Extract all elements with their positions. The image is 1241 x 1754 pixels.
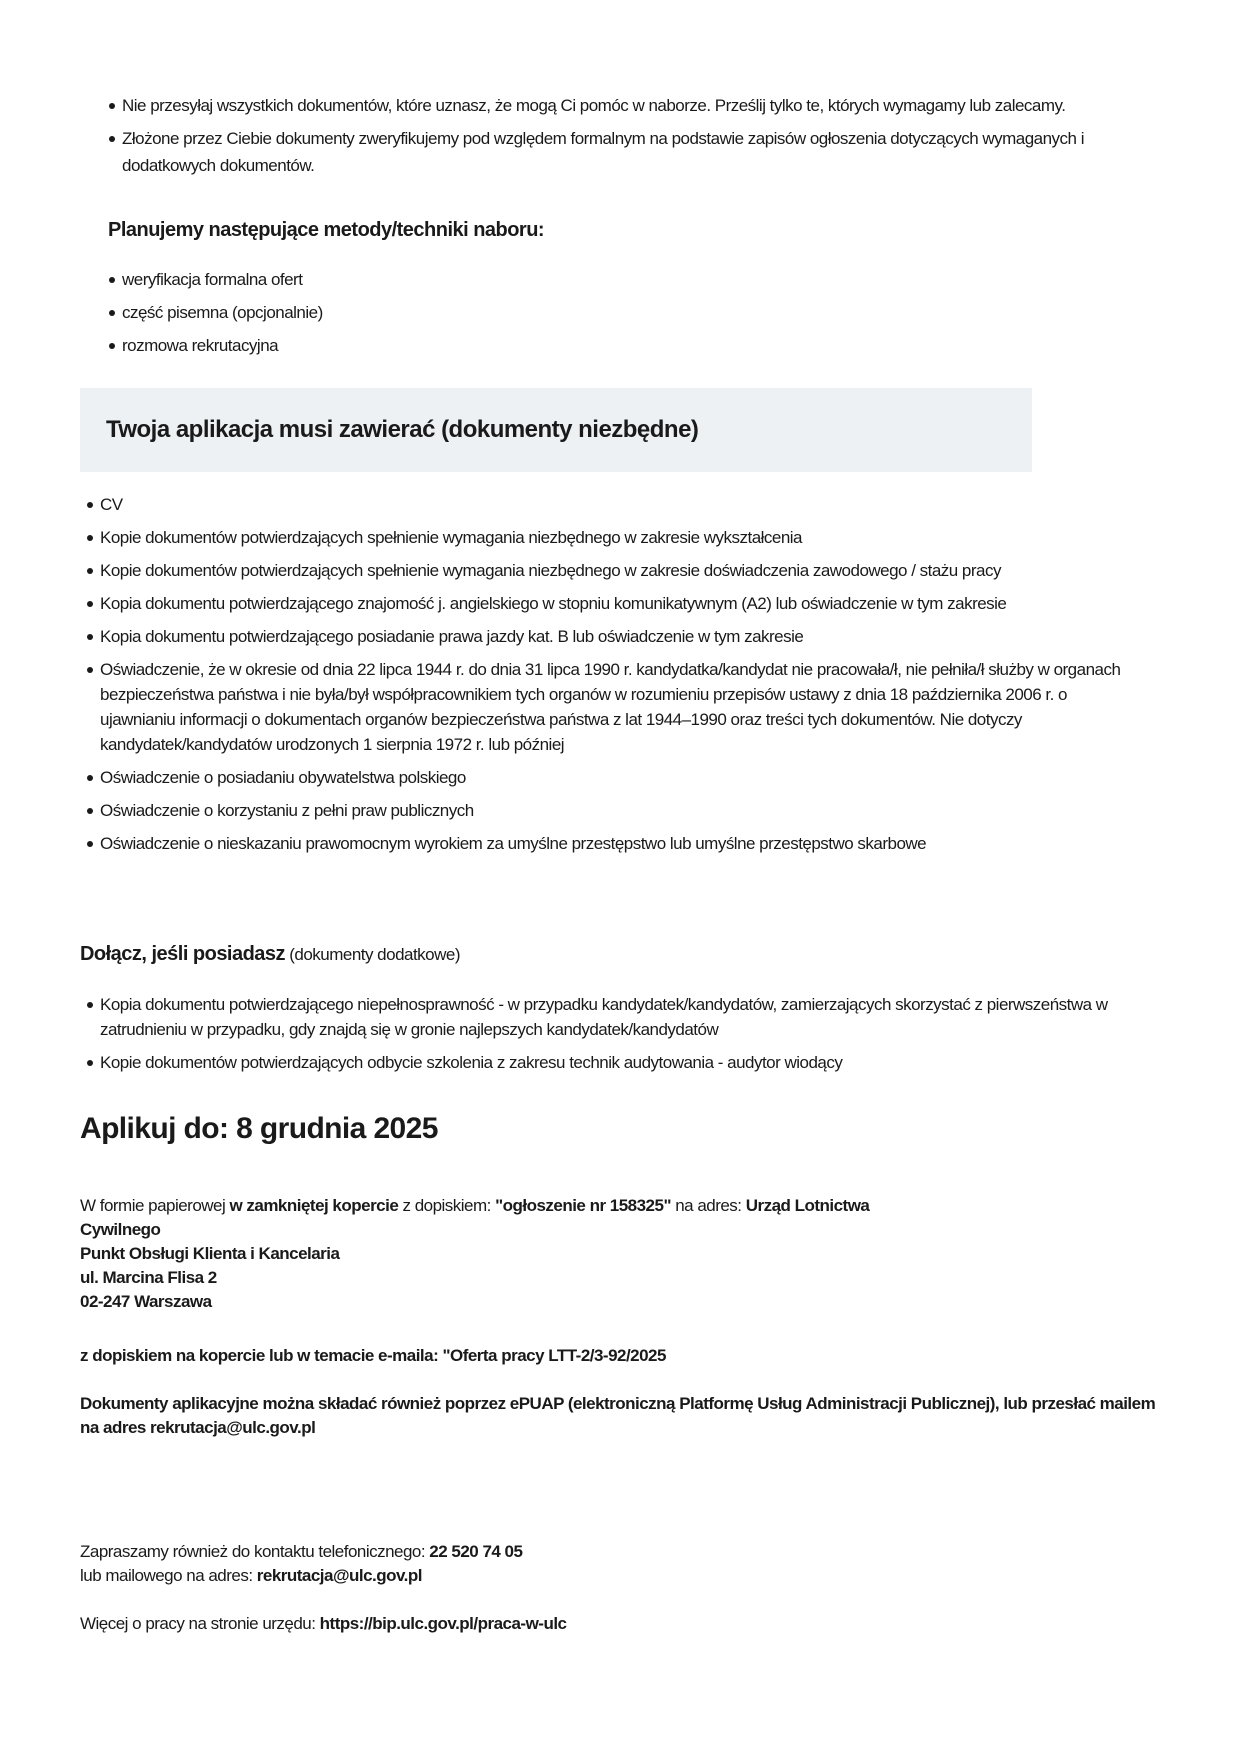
paper-mid-text-2: na adres: — [671, 1196, 746, 1215]
address-line: Cywilnego — [80, 1220, 161, 1239]
list-item: Kopie dokumentów potwierdzających spełnienie wymagania niezbędnego w zakresie doświadczenia zawodowego / stażu pracy — [80, 558, 1130, 583]
website-link[interactable]: https://bip.ulc.gov.pl/praca-w-ulc — [319, 1614, 567, 1633]
additional-documents-heading-bold: Dołącz, jeśli posiadasz — [80, 943, 286, 965]
list-item: rozmowa rekrutacyjna — [80, 332, 1161, 359]
paper-application-instructions — [80, 1194, 1161, 1218]
required-documents-banner — [80, 388, 1032, 472]
email-label: lub mailowego na adres: — [80, 1566, 257, 1585]
address-line: Punkt Obsługi Klienta i Kancelaria — [80, 1244, 340, 1263]
intro-bullet-list — [80, 92, 1161, 185]
list-item: Kopie dokumentów potwierdzających spełnienie wymagania niezbędnego w zakresie wykształcenia — [80, 525, 1130, 550]
phone-number: 22 520 74 05 — [429, 1542, 523, 1561]
more-info-line — [80, 1612, 1161, 1636]
list-item: Oświadczenie o korzystaniu z pełni praw publicznych — [80, 798, 1130, 823]
envelope-note: w zamkniętej kopercie — [229, 1196, 399, 1215]
address-line: 02-247 Warszawa — [80, 1292, 212, 1311]
office-name: Urząd Lotnictwa — [745, 1196, 870, 1215]
postal-address — [80, 1218, 1161, 1314]
list-item: weryfikacja formalna ofert — [80, 266, 1161, 293]
paper-intro-text: W formie papierowej — [80, 1196, 230, 1215]
list-item: Oświadczenie o posiadaniu obywatelstwa polskiego — [80, 765, 1130, 790]
required-documents-title: Twoja aplikacja musi zawierać (dokumenty niezbędne) — [106, 416, 699, 443]
list-item: część pisemna (opcjonalnie) — [80, 299, 1161, 326]
list-item: CV — [80, 492, 1130, 517]
list-item: Nie przesyłaj wszystkich dokumentów, które uznasz, że mogą Ci pomóc w naborze. Prześlij tylko te, których wymagamy lub zalecamy. — [80, 92, 1161, 119]
list-item: Złożone przez Ciebie dokumenty zweryfikujemy pod względem formalnym na podstawie zapisów ogłoszenia dotyczących wymaganych i dodatkowych dokumentów. — [80, 125, 1161, 179]
additional-documents-list — [80, 992, 1130, 1083]
website-label: Więcej o pracy na stronie urzędu: — [80, 1614, 320, 1633]
required-documents-list — [80, 492, 1130, 864]
list-item: Oświadczenie o nieskazaniu prawomocnym wyrokiem za umyślne przestępstwo lub umyślne przestępstwo skarbowe — [80, 831, 1130, 856]
paper-mid-text-1: z dopiskiem: — [398, 1196, 496, 1215]
list-item: Oświadczenie, że w okresie od dnia 22 lipca 1944 r. do dnia 31 lipca 1990 r. kandydatka/kandydat nie pracowała/ł, nie pełniła/ł służby w organach bezpieczeństwa państwa i nie była/był współpracownikiem tych organów w rozumieniu przepisów ustawy z dnia 18 października 2006 r. o ujawnianiu informacji o dokumentach organów bezpieczeństwa państwa z lat 1944–1990 oraz treści tych dokumentów. Nie dotyczy kandydatek/kandydatów urodzonych 1 sierpnia 1972 r. lub później — [80, 657, 1130, 757]
methods-bullet-list — [80, 266, 1161, 365]
phone-contact-line — [80, 1540, 1161, 1564]
additional-documents-heading — [80, 942, 460, 967]
contact-block — [80, 1540, 1161, 1588]
epuap-note: Dokumenty aplikacyjne można składać również poprzez ePUAP (elektroniczną Platformę Usług Administracji Publicznej), lub przesłać mailem na adres rekrutacja@ulc.gov.pl — [80, 1394, 1156, 1437]
announcement-number: "ogłoszenie nr 158325" — [495, 1196, 671, 1215]
list-item: Kopia dokumentu potwierdzającego niepełnosprawność - w przypadku kandydatek/kandydatów, zamierzających skorzystać z pierwszeństwa w zatrudnieniu w przypadku, gdy znajdą się w gronie najlepszych kandydatek/kandydatów — [80, 992, 1130, 1042]
email-contact-line — [80, 1564, 1161, 1588]
application-deadline-heading: Aplikuj do: 8 grudnia 2025 — [80, 1112, 438, 1145]
address-line: ul. Marcina Flisa 2 — [80, 1268, 217, 1287]
paper-application-block — [80, 1194, 1161, 1314]
phone-label: Zapraszamy również do kontaktu telefonicznego: — [80, 1542, 430, 1561]
additional-documents-heading-note: (dokumenty dodatkowe) — [285, 945, 460, 964]
email-subject-note: z dopiskiem na kopercie lub w temacie e-maila: "Oferta pracy LTT-2/3-92/2025 — [80, 1346, 666, 1365]
list-item: Kopia dokumentu potwierdzającego znajomość j. angielskiego w stopniu komunikatywnym (A2) lub oświadczenie w tym zakresie — [80, 591, 1130, 616]
contact-email: rekrutacja@ulc.gov.pl — [256, 1566, 422, 1585]
list-item: Kopia dokumentu potwierdzającego posiadanie prawa jazdy kat. B lub oświadczenie w tym zakresie — [80, 624, 1130, 649]
methods-section-heading: Planujemy następujące metody/techniki naboru: — [108, 219, 545, 241]
list-item: Kopie dokumentów potwierdzających odbycie szkolenia z zakresu technik audytowania - audytor wiodący — [80, 1050, 1130, 1075]
